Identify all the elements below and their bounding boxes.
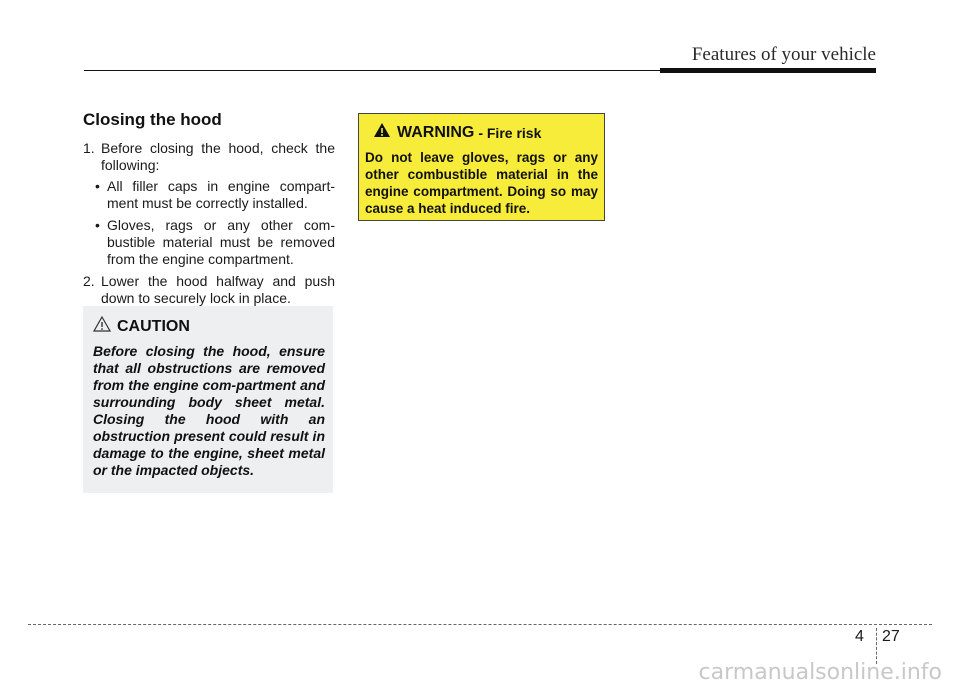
step-2: 2. Lower the hood halfway and push down to securely lock in place. xyxy=(83,273,335,306)
header-title: Features of your vehicle xyxy=(691,44,876,65)
section-title: Closing the hood xyxy=(83,110,222,129)
header-rule-thick xyxy=(660,68,876,73)
bullet-2: • Gloves, rags or any other com-bustible material must be removed from the engine compartment. xyxy=(95,217,335,267)
page-number: 27 xyxy=(882,628,900,645)
caution-text: Before closing the hood, ensure that all obstructions are removed from the engine com-partment and surrounding body sheet metal. Closing the hood with an obstruction present could result in damage to the engine, sheet metal or the impacted objects. xyxy=(93,343,325,478)
main-column xyxy=(83,110,335,311)
caution-title: CAUTION xyxy=(117,317,190,335)
warning-box xyxy=(358,113,605,221)
caution-box xyxy=(83,306,333,493)
warning-triangle-icon xyxy=(373,122,391,143)
bullet-1: • All filler caps in engine compart-ment must be correctly installed. xyxy=(95,178,335,211)
warning-text: Do not leave gloves, rags or any other combustible material in the engine compartment. Doing so may cause a heat induced fire. xyxy=(365,150,598,216)
page-section-number: 4 xyxy=(855,628,864,645)
warning-subtitle: - Fire risk xyxy=(478,124,542,141)
warning-title: WARNING xyxy=(397,123,475,141)
step-1: 1. Before closing the hood, check the following: xyxy=(83,140,335,173)
page-number-separator xyxy=(876,628,877,664)
header-rule-thin xyxy=(84,70,662,71)
caution-triangle-icon xyxy=(93,316,111,337)
watermark: carmanualsonline.info xyxy=(698,660,942,685)
footer-divider xyxy=(28,624,932,625)
